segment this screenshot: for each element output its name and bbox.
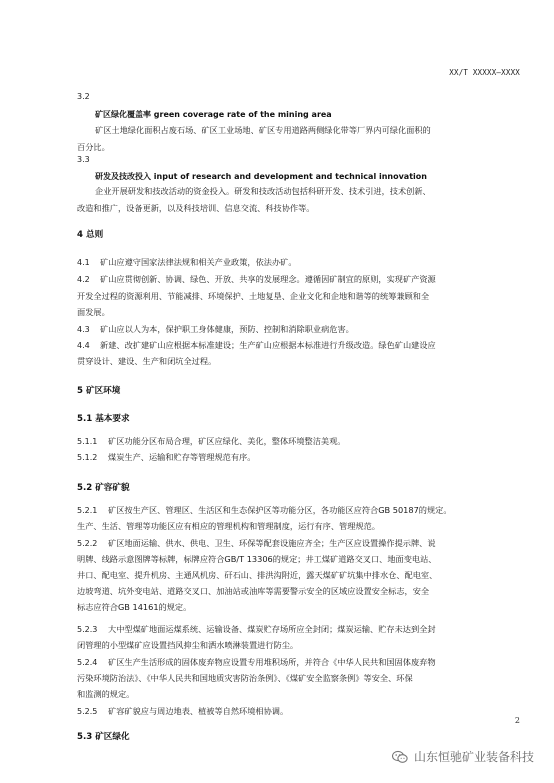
wechat-icon (392, 750, 408, 764)
paragraph-line: 矿山应贯彻创新、协调、绿色、开放、共享的发展理念。遵循因矿制宜的原则，实现矿产资源 (100, 274, 436, 284)
clause-number: 5.2.4 (77, 658, 98, 667)
clause-number: 5.2.3 (77, 625, 98, 634)
paragraph-line: 井口、配电室、提升机房、主通风机房、矸石山、排洪沟附近，露天煤矿矿坑集中排水仓、配电室、 (77, 570, 438, 580)
clause-number: 5.2.5 (77, 707, 98, 716)
paragraph-line: 标志应符合GB 14161的规定。 (77, 602, 192, 612)
clause-number: 4.4 (77, 341, 90, 350)
paragraph-line: 新建、改扩建矿山应根据本标准建设；生产矿山应根据本标准进行升级改造。绿色矿山建设应 (100, 340, 436, 350)
document-code-header: XX/T XXXXX—XXXX (449, 68, 520, 77)
paragraph-line: 矿容矿貌应与周边地表、植被等自然环境相协调。 (108, 706, 289, 716)
paragraph-line: 矿区地面运输、供水、供电、卫生、环保等配套设施应齐全；生产区应设置操作提示牌、说 (108, 538, 436, 548)
paragraph-line: 污染环境防治法》、《中华人民共和国地质灾害防治条例》、《煤矿安全监察条例》等安全、环保 (77, 673, 413, 683)
paragraph-line: 矿区生产生活形成的固体废弃物应设置专用堆积场所，并符合《中华人民共和国固体废弃物 (108, 657, 436, 667)
paragraph-line: 明牌、线路示意图牌等标牌，标牌应符合GB/T 13306的规定；井工煤矿道路交叉口、地面变电站、 (77, 554, 437, 564)
paragraph-line: 矿区功能分区布局合理，矿区应绿化、美化，整体环境整洁美观。 (108, 436, 346, 446)
paragraph-line: 边坡弯道、坑外变电站、道路交叉口、加油站或油库等需要警示安全的区域应设置安全标志，安全 (77, 586, 430, 596)
paragraph-line: 闭管理的小型煤矿应设置挡风抑尘和洒水喷淋装置进行防尘。 (77, 640, 299, 650)
paragraph-line: 矿区按生产区、管理区、生活区和生态保护区等功能分区，各功能区应符合GB 50187的规定。 (108, 505, 452, 515)
clause-number: 5.1.2 (77, 453, 98, 462)
paragraph-line: 大中型煤矿地面运煤系统、运输设备、煤炭贮存场所应全封闭；煤炭运输、贮存未达到全封 (108, 624, 436, 634)
watermark (392, 748, 534, 765)
paragraph-line: 矿山应以人为本，保护职工身体健康，预防、控制和消除职业病危害。 (100, 324, 354, 334)
section-heading: 4 总则 (77, 230, 104, 240)
clause-number: 3.2 (77, 92, 90, 101)
term-title: 研发及技改投入 input of research and development and technical innovation (95, 172, 427, 181)
subsection-heading: 5.3 矿区绿化 (77, 732, 130, 742)
page-number: 2 (514, 716, 520, 725)
subsection-heading: 5.1 基本要求 (77, 414, 130, 424)
paragraph-line: 贯穿设计、建设、生产和闭坑全过程。 (77, 356, 217, 366)
clause-number: 5.2.1 (77, 506, 98, 515)
clause-number: 3.3 (77, 155, 90, 164)
subsection-heading: 5.2 矿容矿貌 (77, 483, 130, 493)
clause-number: 4.3 (77, 325, 90, 334)
paragraph-line: 和监测的规定。 (77, 689, 135, 699)
section-heading: 5 矿区环境 (77, 386, 121, 396)
paragraph-line: 面发展。 (77, 307, 110, 317)
clause-number: 4.1 (77, 258, 90, 267)
clause-number: 5.1.1 (77, 437, 98, 446)
paragraph-line: 矿区土地绿化面积占废石场、矿区工业场地、矿区专用道路两侧绿化带等厂界内可绿化面积的 (95, 125, 431, 135)
term-title: 矿区绿化覆盖率 green coverage rate of the mining area (95, 110, 332, 119)
paragraph-line: 矿山应遵守国家法律法规和相关产业政策，依法办矿。 (100, 257, 297, 267)
clause-number: 4.2 (77, 275, 90, 284)
paragraph-line: 开发全过程的资源利用、节能减排、环境保护、土地复垦、企业文化和企地和谐等的统筹兼顾和全 (77, 291, 430, 301)
paragraph-line: 生产、生活、管理等功能区应有相应的管理机构和管理制度，运行有序、管理规范。 (77, 521, 380, 531)
clause-number: 5.2.2 (77, 539, 98, 548)
paragraph-line: 改造和推广，设备更新，以及科技培训、信息交流、科技协作等。 (77, 203, 315, 213)
paragraph-line: 煤炭生产、运输和贮存等管理规范有序。 (108, 452, 256, 462)
watermark-text: 山东恒驰矿业装备科技 (413, 750, 534, 764)
paragraph-line: 企业开展研发和技改活动的资金投入。研发和技改活动包括科研开发、技术引进，技术创新、 (95, 186, 431, 196)
paragraph-line: 百分比。 (77, 142, 110, 152)
